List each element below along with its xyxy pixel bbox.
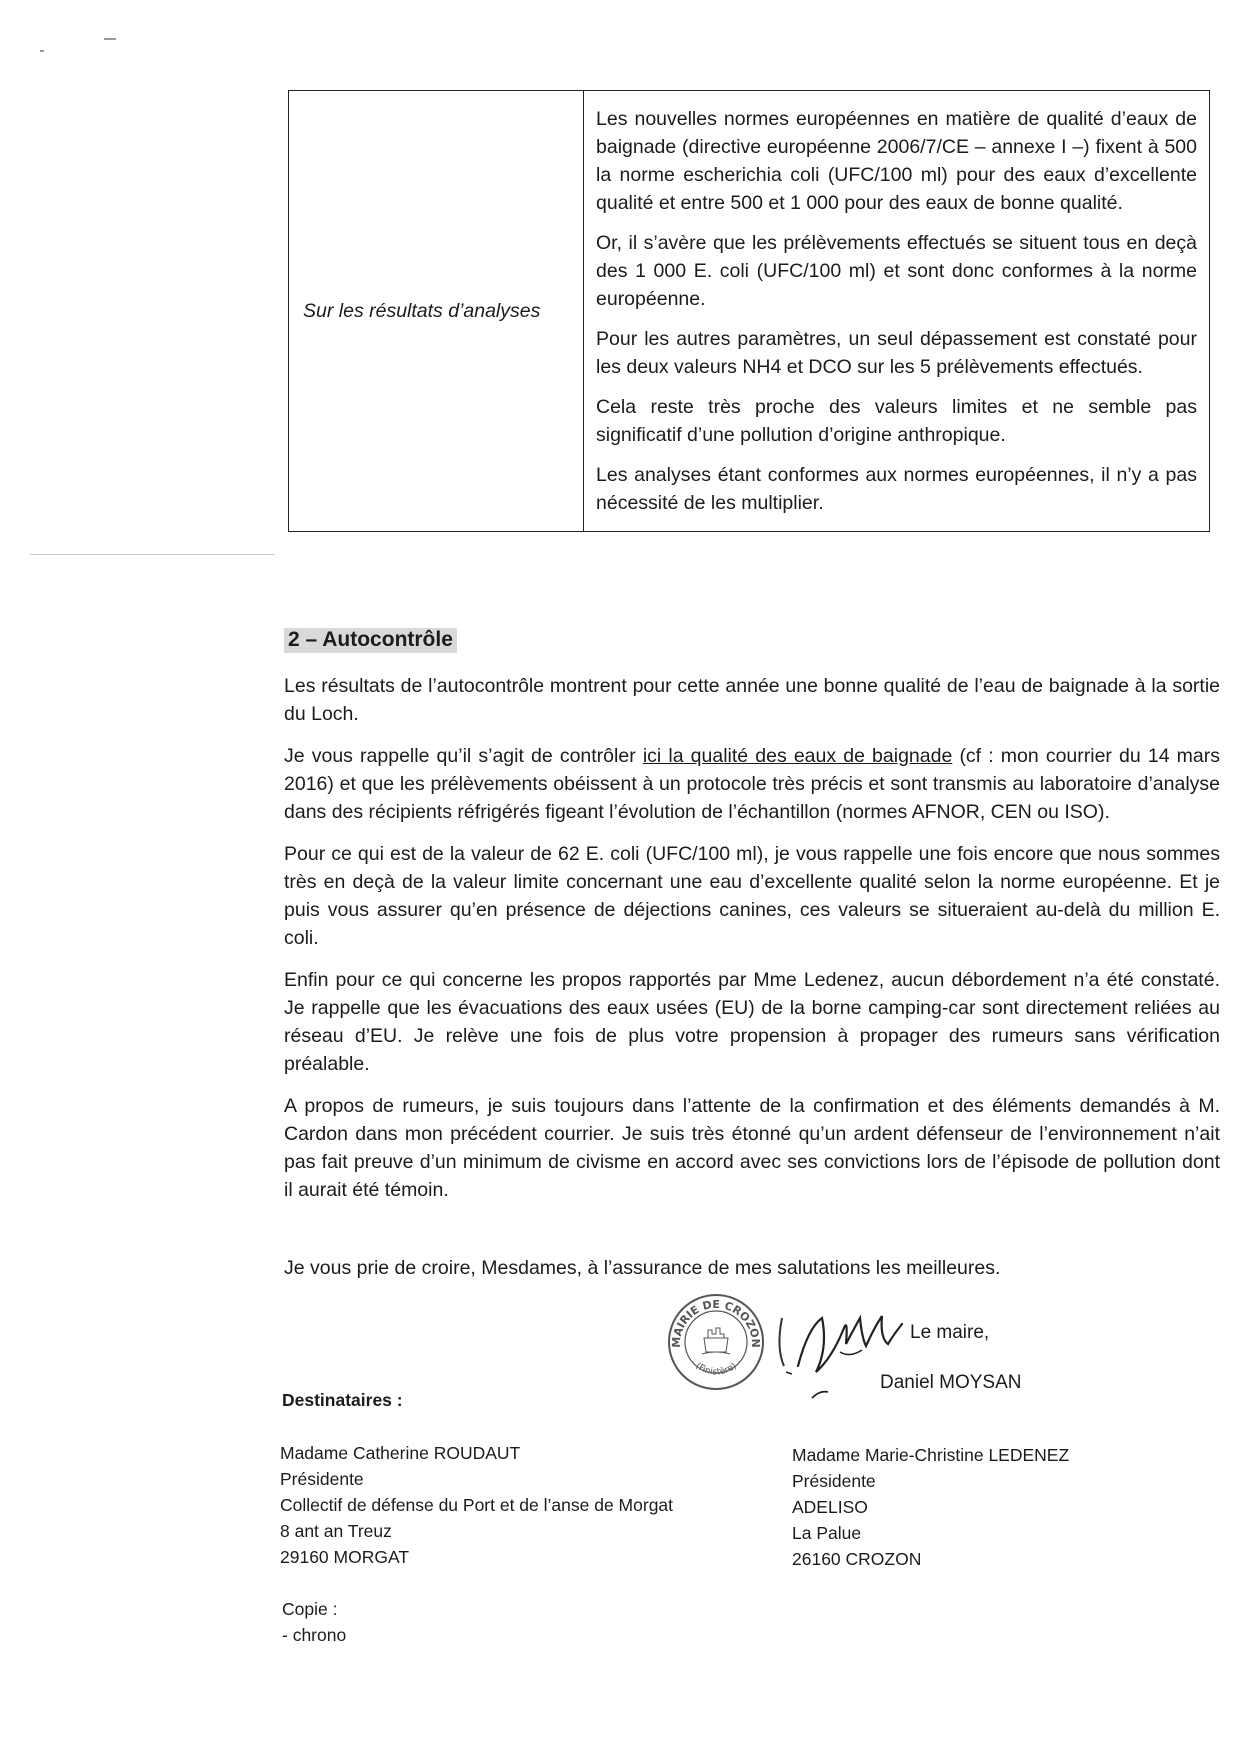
svg-text:(Finistère) [693,1361,738,1377]
copy-list [282,1596,346,1648]
town-hall-stamp [666,1292,766,1392]
analysis-results-table [288,90,1210,532]
stamp-bottom-text: (Finistère) [693,1361,739,1378]
recipients-heading: Destinataires : [282,1390,403,1410]
paragraph-text: Je vous rappelle qu’il s’agit de contrôler [284,745,643,767]
signer-title: Le maire, [910,1322,990,1343]
paragraph-text: (cf : mon courrier du 14 mars 2016) et que les prélèvements obéissent à un protocole très précis et sont transmis au laboratoire d’analyse dans des récipients réfrigérés figeant l’évolution de l’échantillon (normes AFNOR, CEN ou ISO). [284,745,1221,823]
body-paragraph [284,742,1220,826]
svg-text:MAIRIE DE CROZON [670,1298,762,1348]
crest-icon [702,1328,730,1354]
body-paragraph: A propos de rumeurs, je suis toujours dans l’attente de la confirmation et des éléments demandés à M. Cardon dans mon précédent courrier. Je suis très étonné qu’un ardent défenseur de l’environnement n’ait pas fait preuve d’un minimum de civisme en accord avec ses convictions lors de l’épisode de pollution dont il aurait été témoin. [284,1095,1220,1201]
table-paragraph: Pour les autres paramètres, un seul dépassement est constaté pour les deux valeurs NH4 et DCO sur les 5 prélèvements effectués. [596,328,1197,378]
recipient-address-right [792,1442,1069,1572]
row-label-cell [289,91,584,532]
recipient-role: Présidente [280,1469,364,1489]
scan-speck [40,50,44,52]
section-body [284,672,1220,1218]
recipient-org: Collectif de défense du Port et de l’anse de Morgat [280,1495,674,1515]
signature-block [880,1308,1022,1408]
signer-name: Daniel MOYSAN [880,1372,1022,1393]
table-row [289,91,1210,532]
body-paragraph: Pour ce qui est de la valeur de 62 E. coli (UFC/100 ml), je vous rappelle une fois encore que nous sommes très en deçà de la valeur limite concernant une eau d’excellente qualité selon la norme européenne. Et je puis vous assurer qu’en présence de déjections canines, ces valeurs se situeraient au-delà du million E. coli. [284,843,1220,949]
copy-label: Copie : [282,1599,338,1619]
recipient-address-left [280,1440,673,1570]
table-paragraph: Cela reste très proche des valeurs limites et ne semble pas significatif d’une pollution d’origine anthropique. [596,396,1197,446]
table-paragraph: Les analyses étant conformes aux normes européennes, il n’y a pas nécessité de les multiplier. [596,464,1197,514]
copy-item: - chrono [282,1625,347,1645]
section-title: 2 – Autocontrôle [284,628,457,653]
table-paragraph: Or, il s’avère que les prélèvements effectués se situent tous en deçà des 1 000 E. coli (UFC/100 ml) et sont donc conformes à la norme européenne. [596,232,1197,310]
body-paragraph: Les résultats de l’autocontrôle montrent pour cette année une bonne qualité de l’eau de baignade à la sortie du Loch. [284,675,1220,725]
closing-formula: Je vous prie de croire, Mesdames, à l’assurance de mes salutations les meilleures. [284,1257,1001,1279]
recipient-name: Madame Catherine ROUDAUT [280,1443,521,1463]
recipient-role: Présidente [792,1471,876,1491]
recipient-street: La Palue [792,1523,862,1543]
recipient-city: 29160 MORGAT [280,1547,410,1567]
recipient-street: 8 ant an Treuz [280,1521,392,1541]
row-label: Sur les résultats d’analyses [303,300,541,322]
recipient-name: Madame Marie-Christine LEDENEZ [792,1445,1070,1465]
body-paragraph: Enfin pour ce qui concerne les propos rapportés par Mme Ledenez, aucun débordement n’a été constaté. Je rappelle que les évacuations des eaux usées (EU) de la borne camping-car sont directement reliées au réseau d’EU. Je relève une fois de plus votre propension à propager des rumeurs sans vérification préalable. [284,969,1220,1075]
stamp-top-text: MAIRIE DE CROZON [669,1297,763,1348]
table-paragraph: Les nouvelles normes européennes en matière de qualité d’eaux de baignade (directive européenne 2006/7/CE – annexe I –) fixent à 500 la norme escherichia coli (UFC/100 ml) pour des eaux d’excellente qualité et entre 500 et 1 000 pour des eaux de bonne qualité. [596,108,1197,214]
fold-line [30,554,275,555]
recipient-city: 26160 CROZON [792,1549,922,1569]
row-text-cell [584,91,1210,532]
underlined-phrase: ici la qualité des eaux de baignade [642,745,953,767]
scan-speck [104,38,116,40]
recipient-org: ADELISO [792,1497,868,1517]
